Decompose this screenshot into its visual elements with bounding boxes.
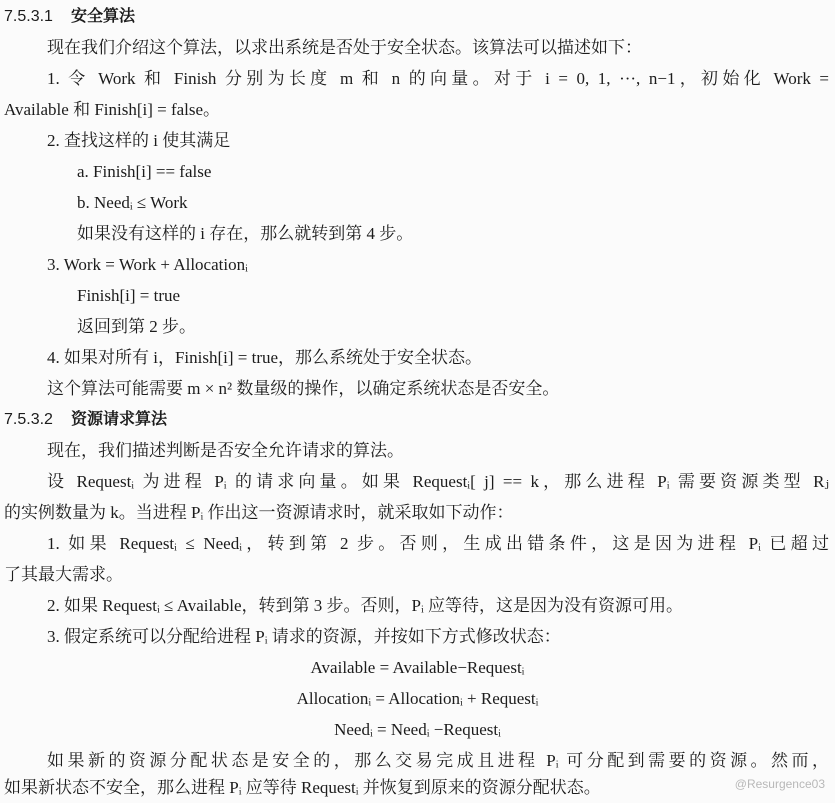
request-step-1-line: 1. 如果 Requestᵢ ≤ Needᵢ，转到第 2 步。否则，生成出错条件，这是因为进程 Pᵢ 已超过: [47, 534, 829, 553]
request-step-3-line: 3. 假定系统可以分配给进程 Pᵢ 请求的资源，并按如下方式修改状态：: [47, 627, 561, 646]
paragraph-line: 的实例数量为 k。当进程 Pᵢ 作出这一资源请求时，就采取如下动作：: [4, 503, 514, 522]
request-step-1-continuation: 了其最大需求。: [4, 565, 123, 584]
formula-need: Needᵢ = Needᵢ −Requestᵢ: [334, 720, 501, 739]
complexity-line: 这个算法可能需要 m × n² 数量级的操作，以确定系统状态是否安全。: [47, 379, 560, 398]
step-4-line: 4. 如果对所有 i，Finish[i] = true，那么系统处于安全状态。: [47, 348, 483, 367]
step-1-continuation: Available 和 Finish[i] = false。: [4, 100, 221, 119]
conclusion-continuation: 如果新状态不安全，那么进程 Pᵢ 应等待 Requestᵢ 并恢复到原来的资源分配状态。: [4, 778, 601, 797]
request-step-2-line: 2. 如果 Requestᵢ ≤ Available，转到第 3 步。否则，Pᵢ 应等待，这是因为没有资源可用。: [47, 596, 683, 615]
step-2b-line: b. Needᵢ ≤ Work: [77, 193, 188, 212]
conclusion-line: 如果新的资源分配状态是安全的，那么交易完成且进程 Pᵢ 可分配到需要的资源。然而，: [47, 751, 829, 770]
formula-allocation: Allocationᵢ = Allocationᵢ + Requestᵢ: [296, 689, 539, 708]
formula-available: Available = Available−Requestᵢ: [310, 658, 525, 677]
step-1-line: 1. 令 Work 和 Finish 分别为长度 m 和 n 的向量。对于 i = 0, 1, ···, n−1，初始化 Work =: [47, 69, 829, 88]
step-3-line: 3. Work = Work + Allocationᵢ: [47, 255, 248, 274]
step-2a-line: a. Finish[i] == false: [77, 162, 212, 181]
section-number: 7.5.3.1: [4, 8, 53, 25]
step-2-else-line: 如果没有这样的 i 存在，那么就转到第 4 步。: [77, 224, 414, 243]
section-title: 资源请求算法: [70, 411, 167, 428]
step-3-return-line: 返回到第 2 步。: [77, 317, 196, 336]
step-2-line: 2. 查找这样的 i 使其满足: [47, 131, 231, 150]
section-number: 7.5.3.2: [4, 411, 53, 428]
paragraph-line: 现在我们介绍这个算法，以求出系统是否处于安全状态。该算法可以描述如下：: [47, 38, 642, 57]
paragraph-line: 现在，我们描述判断是否安全允许请求的算法。: [47, 441, 404, 460]
section-heading-resource-request: [4, 404, 835, 435]
watermark: @Resurgence03: [734, 777, 825, 791]
section-title: 安全算法: [70, 8, 135, 25]
step-3-finish-line: Finish[i] = true: [77, 286, 181, 305]
section-heading-safety-algorithm: [4, 1, 835, 32]
paragraph-line: 设 Requestᵢ 为进程 Pᵢ 的请求向量。如果 Requestᵢ[ j] == k，那么进程 Pᵢ 需要资源类型 Rⱼ: [47, 472, 829, 491]
